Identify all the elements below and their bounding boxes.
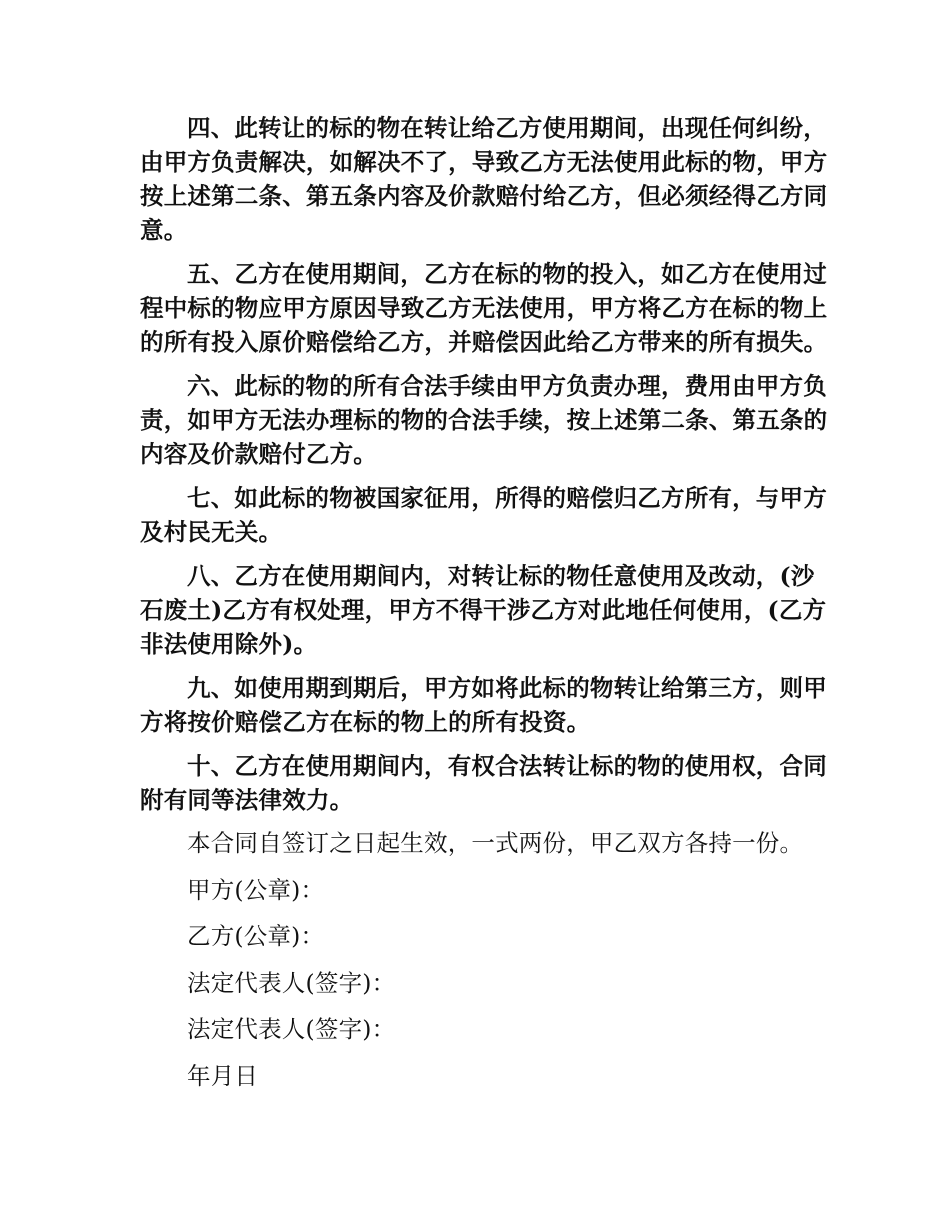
legal-rep-signature-line-1: 法定代表人(签字)： (187, 968, 396, 997)
clause-10: 十、乙方在使用期间内，有权合法转让标的物的使用权，合同附有同等法律效力。 (140, 752, 827, 814)
clause-8: 八、乙方在使用期间内，对转让标的物任意使用及改动，(沙石废土)乙方有权处理，甲方不得干涉乙方对此地任何使用，(乙方非法使用除外)。 (140, 562, 827, 658)
date-line: 年月日 (187, 1061, 259, 1090)
clause-6: 六、此标的物的所有合法手续由甲方负责办理，费用由甲方负责，如甲方无法办理标的物的合法手续，按上述第二条、第五条的内容及价款赔付乙方。 (140, 372, 828, 468)
legal-rep-signature-line-2: 法定代表人(签字)： (187, 1015, 396, 1043)
clause-5: 五、乙方在使用期间，乙方在标的物的投入，如乙方在使用过程中标的物应甲方原因导致乙方无法使用，甲方将乙方在标的物上的所有投入原价赔偿给乙方，并赔偿因此给乙方带来的所有损失。 (140, 260, 828, 356)
clause-9: 九、如使用期到期后，甲方如将此标的物转让给第三方，则甲方将按价赔偿乙方在标的物上的所有投资。 (140, 674, 827, 736)
clause-4: 四、此转让的标的物在转让给乙方使用期间，出现任何纠纷，由甲方负责解决，如解决不了，导致乙方无法使用此标的物，甲方按上述第二条、第五条内容及价款赔付给乙方，但必须经得乙方同意。 (140, 114, 828, 244)
party-a-seal-line: 甲方(公章)： (187, 875, 325, 904)
contract-page (140, 111, 830, 1106)
party-b-seal-line: 乙方(公章)： (187, 922, 325, 950)
clause-7: 七、如此标的物被国家征用，所得的赔偿归乙方所有，与甲方及村民无关。 (140, 484, 827, 546)
effective-statement: 本合同自签订之日起生效，一式两份，甲乙双方各持一份。 (187, 829, 804, 857)
